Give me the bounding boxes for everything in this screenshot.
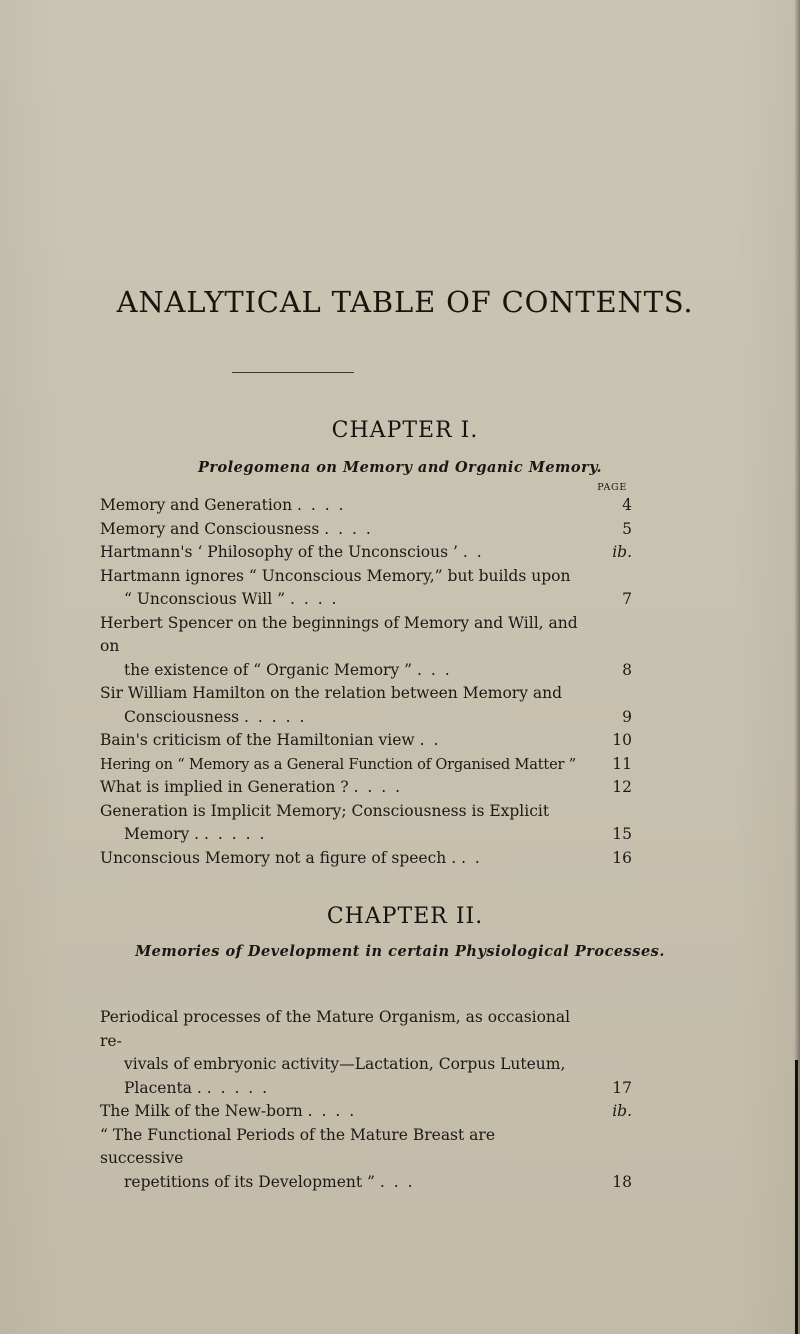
- page-number: ib.: [612, 543, 632, 561]
- page-number: 11: [612, 754, 632, 773]
- page-number: 7: [622, 590, 632, 608]
- page-number: 18: [612, 1172, 632, 1191]
- chapter-2-subtitle: Memories of Development in certain Physiological Processes.: [135, 943, 665, 960]
- toc-entry: The Milk of the New-born . . . . ib.: [100, 1100, 632, 1124]
- chapter-1-heading: CHAPTER I.: [331, 418, 479, 443]
- page-number: 4: [622, 496, 632, 514]
- page-number: 5: [622, 519, 632, 538]
- page-number: 12: [612, 778, 632, 796]
- page-column-label: PAGE: [597, 482, 627, 493]
- chapter-1-subtitle: Prolegomena on Memory and Organic Memory.: [197, 459, 603, 476]
- toc-entry: What is implied in Generation ? . . . . 12: [100, 776, 632, 800]
- page-number: 15: [612, 825, 632, 843]
- page-number: 10: [612, 731, 632, 749]
- page-number: ib.: [612, 1102, 632, 1120]
- toc-entry: Hering on “ Memory as a General Function of Organised Matter ” 11: [100, 753, 632, 777]
- page-number: 16: [612, 848, 632, 867]
- toc-entry: “ The Functional Periods of the Mature Breast are successive repetitions of its Development ” . . . 18: [100, 1124, 632, 1195]
- toc-entry: Unconscious Memory not a figure of speech . . . 16: [100, 847, 632, 871]
- toc-entry: Hartmann's ‘ Philosophy of the Unconscious ’ . . ib.: [100, 541, 632, 565]
- page-number: 17: [612, 1078, 632, 1097]
- chapter-2-entries: [100, 1006, 632, 1194]
- toc-entry: Periodical processes of the Mature Organism, as occasional re- vivals of embryonic activity—Lactation, Corpus Luteum, Placenta . . . . . . 17: [100, 1006, 632, 1100]
- toc-entry: Generation is Implicit Memory; Consciousness is Explicit Memory . . . . . . 15: [100, 800, 632, 847]
- page-number: 9: [622, 707, 632, 726]
- page-number: 8: [622, 660, 632, 679]
- toc-entry: Memory and Generation . . . . 4: [100, 494, 632, 518]
- toc-entry: Herbert Spencer on the beginnings of Memory and Will, and on the existence of “ Organic Memory ” . . . 8: [100, 612, 632, 683]
- page-edge-stripe: [795, 1060, 798, 1334]
- toc-entry: Sir William Hamilton on the relation between Memory and Consciousness . . . . . 9: [100, 682, 632, 729]
- title-rule: [232, 372, 354, 373]
- toc-entry: Bain's criticism of the Hamiltonian view . . 10: [100, 729, 632, 753]
- page-title: ANALYTICAL TABLE OF CONTENTS.: [116, 285, 694, 319]
- toc-entry: Hartmann ignores “ Unconscious Memory,” but builds upon “ Unconscious Will ” . . . . 7: [100, 565, 632, 612]
- toc-entry: Memory and Consciousness . . . . 5: [100, 518, 632, 542]
- chapter-1-entries: [100, 494, 632, 870]
- chapter-2-heading: CHAPTER II.: [326, 904, 484, 929]
